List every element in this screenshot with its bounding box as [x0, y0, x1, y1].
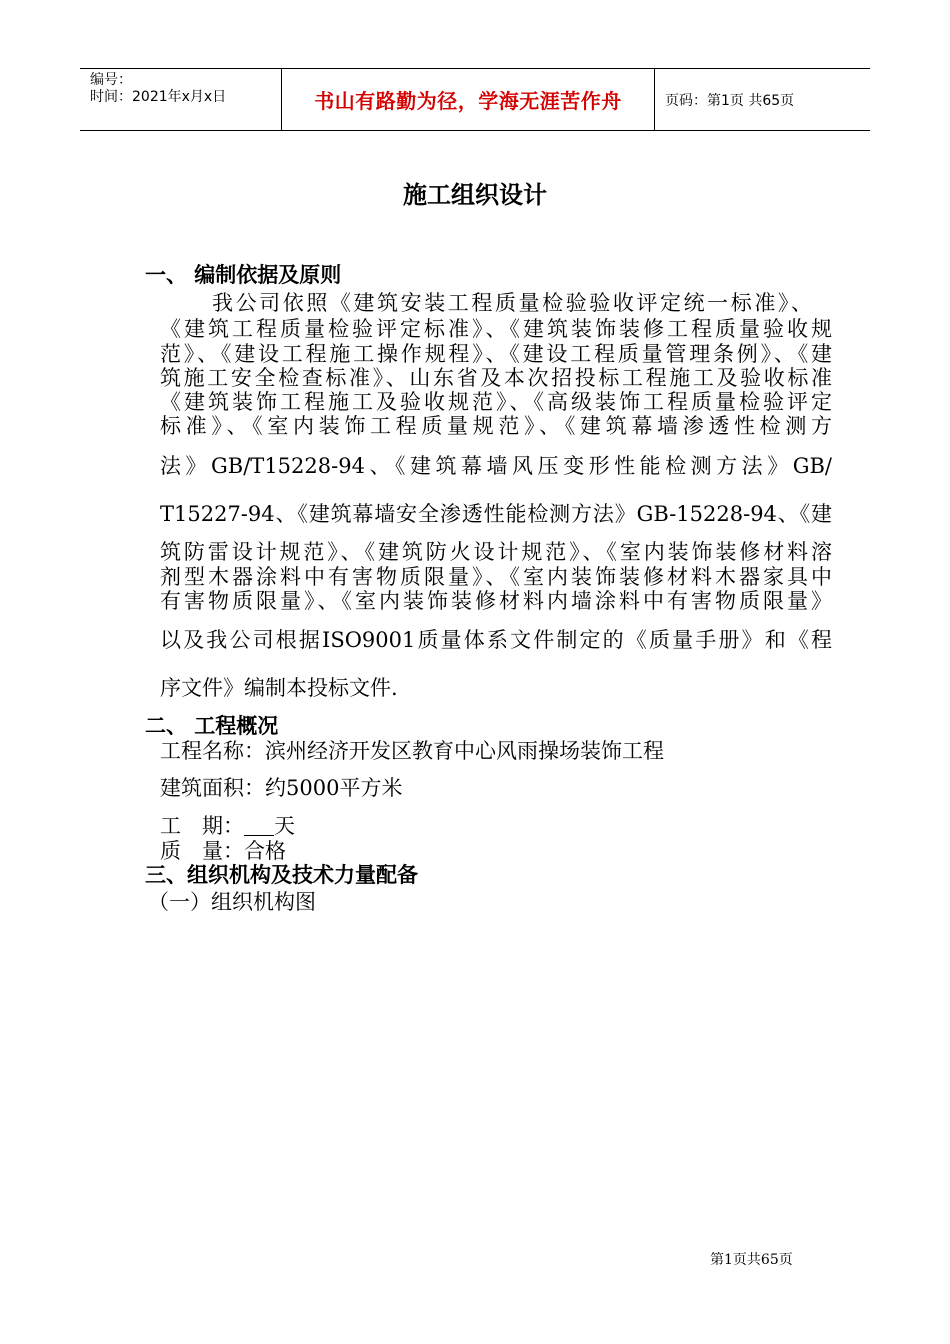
section-1-line-7: 法》GB/T15228-94、《建筑幕墙风压变形性能检测方法》GB/	[160, 454, 832, 478]
project-name: 工程名称：滨州经济开发区教育中心风雨操场装饰工程	[160, 739, 664, 763]
document-date: 时间：2021年x月x日	[90, 89, 227, 105]
section-1-line-11: 有害物质限量》、《室内装饰装修材料内墙涂料中有害物质限量》	[160, 589, 832, 613]
period-blank	[244, 814, 274, 836]
document-title: 施工组织设计	[403, 181, 547, 209]
header-page-cell	[654, 69, 870, 130]
header-page-info: 页码：第1页 共65页	[665, 92, 795, 109]
header-left-cell	[80, 69, 281, 130]
page-header	[80, 68, 870, 131]
section-1-line-13: 序文件》编制本投标文件.	[160, 676, 398, 700]
section-1-line-10: 剂型木器涂料中有害物质限量》、《室内装饰装修材料木器家具中	[160, 565, 832, 589]
period-unit: 天	[274, 814, 295, 838]
section-1-heading: 一、 编制依据及原则	[145, 263, 342, 287]
section-1-line-12: 以及我公司根据ISO9001质量体系文件制定的《质量手册》和《程	[160, 628, 832, 652]
document-number-label: 编号：	[90, 72, 132, 88]
page-footer: 第1页共65页	[710, 1252, 793, 1268]
section-3-heading: 三、组织机构及技术力量配备	[145, 863, 418, 887]
section-1-line-3: 范》、《建设工程施工操作规程》、《建设工程质量管理条例》、《建	[160, 342, 832, 366]
header-motto: 书山有路勤为径，学海无涯苦作舟	[314, 89, 622, 113]
section-1-line-6: 标准》、《室内装饰工程质量规范》、《建筑幕墙渗透性检测方	[160, 414, 832, 438]
section-1-line-5: 《建筑装饰工程施工及验收规范》、《高级装饰工程质量检验评定	[160, 390, 832, 414]
section-1-line-2: 《建筑工程质量检验评定标准》、《建筑装饰装修工程质量验收规	[160, 317, 832, 341]
building-area: 建筑面积：约5000平方米	[160, 776, 403, 800]
section-1-line-1: 我公司依照《建筑安装工程质量检验验收评定统一标准》、	[212, 291, 812, 315]
section-1-line-8: T15227-94、《建筑幕墙安全渗透性能检测方法》GB-15228-94、《建	[160, 502, 832, 526]
section-1-line-9: 筑防雷设计规范》、《建筑防火设计规范》、《室内装饰装修材料溶	[160, 540, 832, 564]
section-3-sub-1: （一）组织机构图	[148, 890, 316, 914]
section-1-line-4: 筑施工安全检查标准》、山东省及本次招投标工程施工及验收标准	[160, 366, 832, 390]
period-label: 工 期：	[160, 814, 244, 838]
section-2-heading: 二、 工程概况	[145, 714, 279, 738]
header-motto-cell	[281, 69, 654, 130]
quality-standard: 质 量：合格	[160, 839, 286, 863]
